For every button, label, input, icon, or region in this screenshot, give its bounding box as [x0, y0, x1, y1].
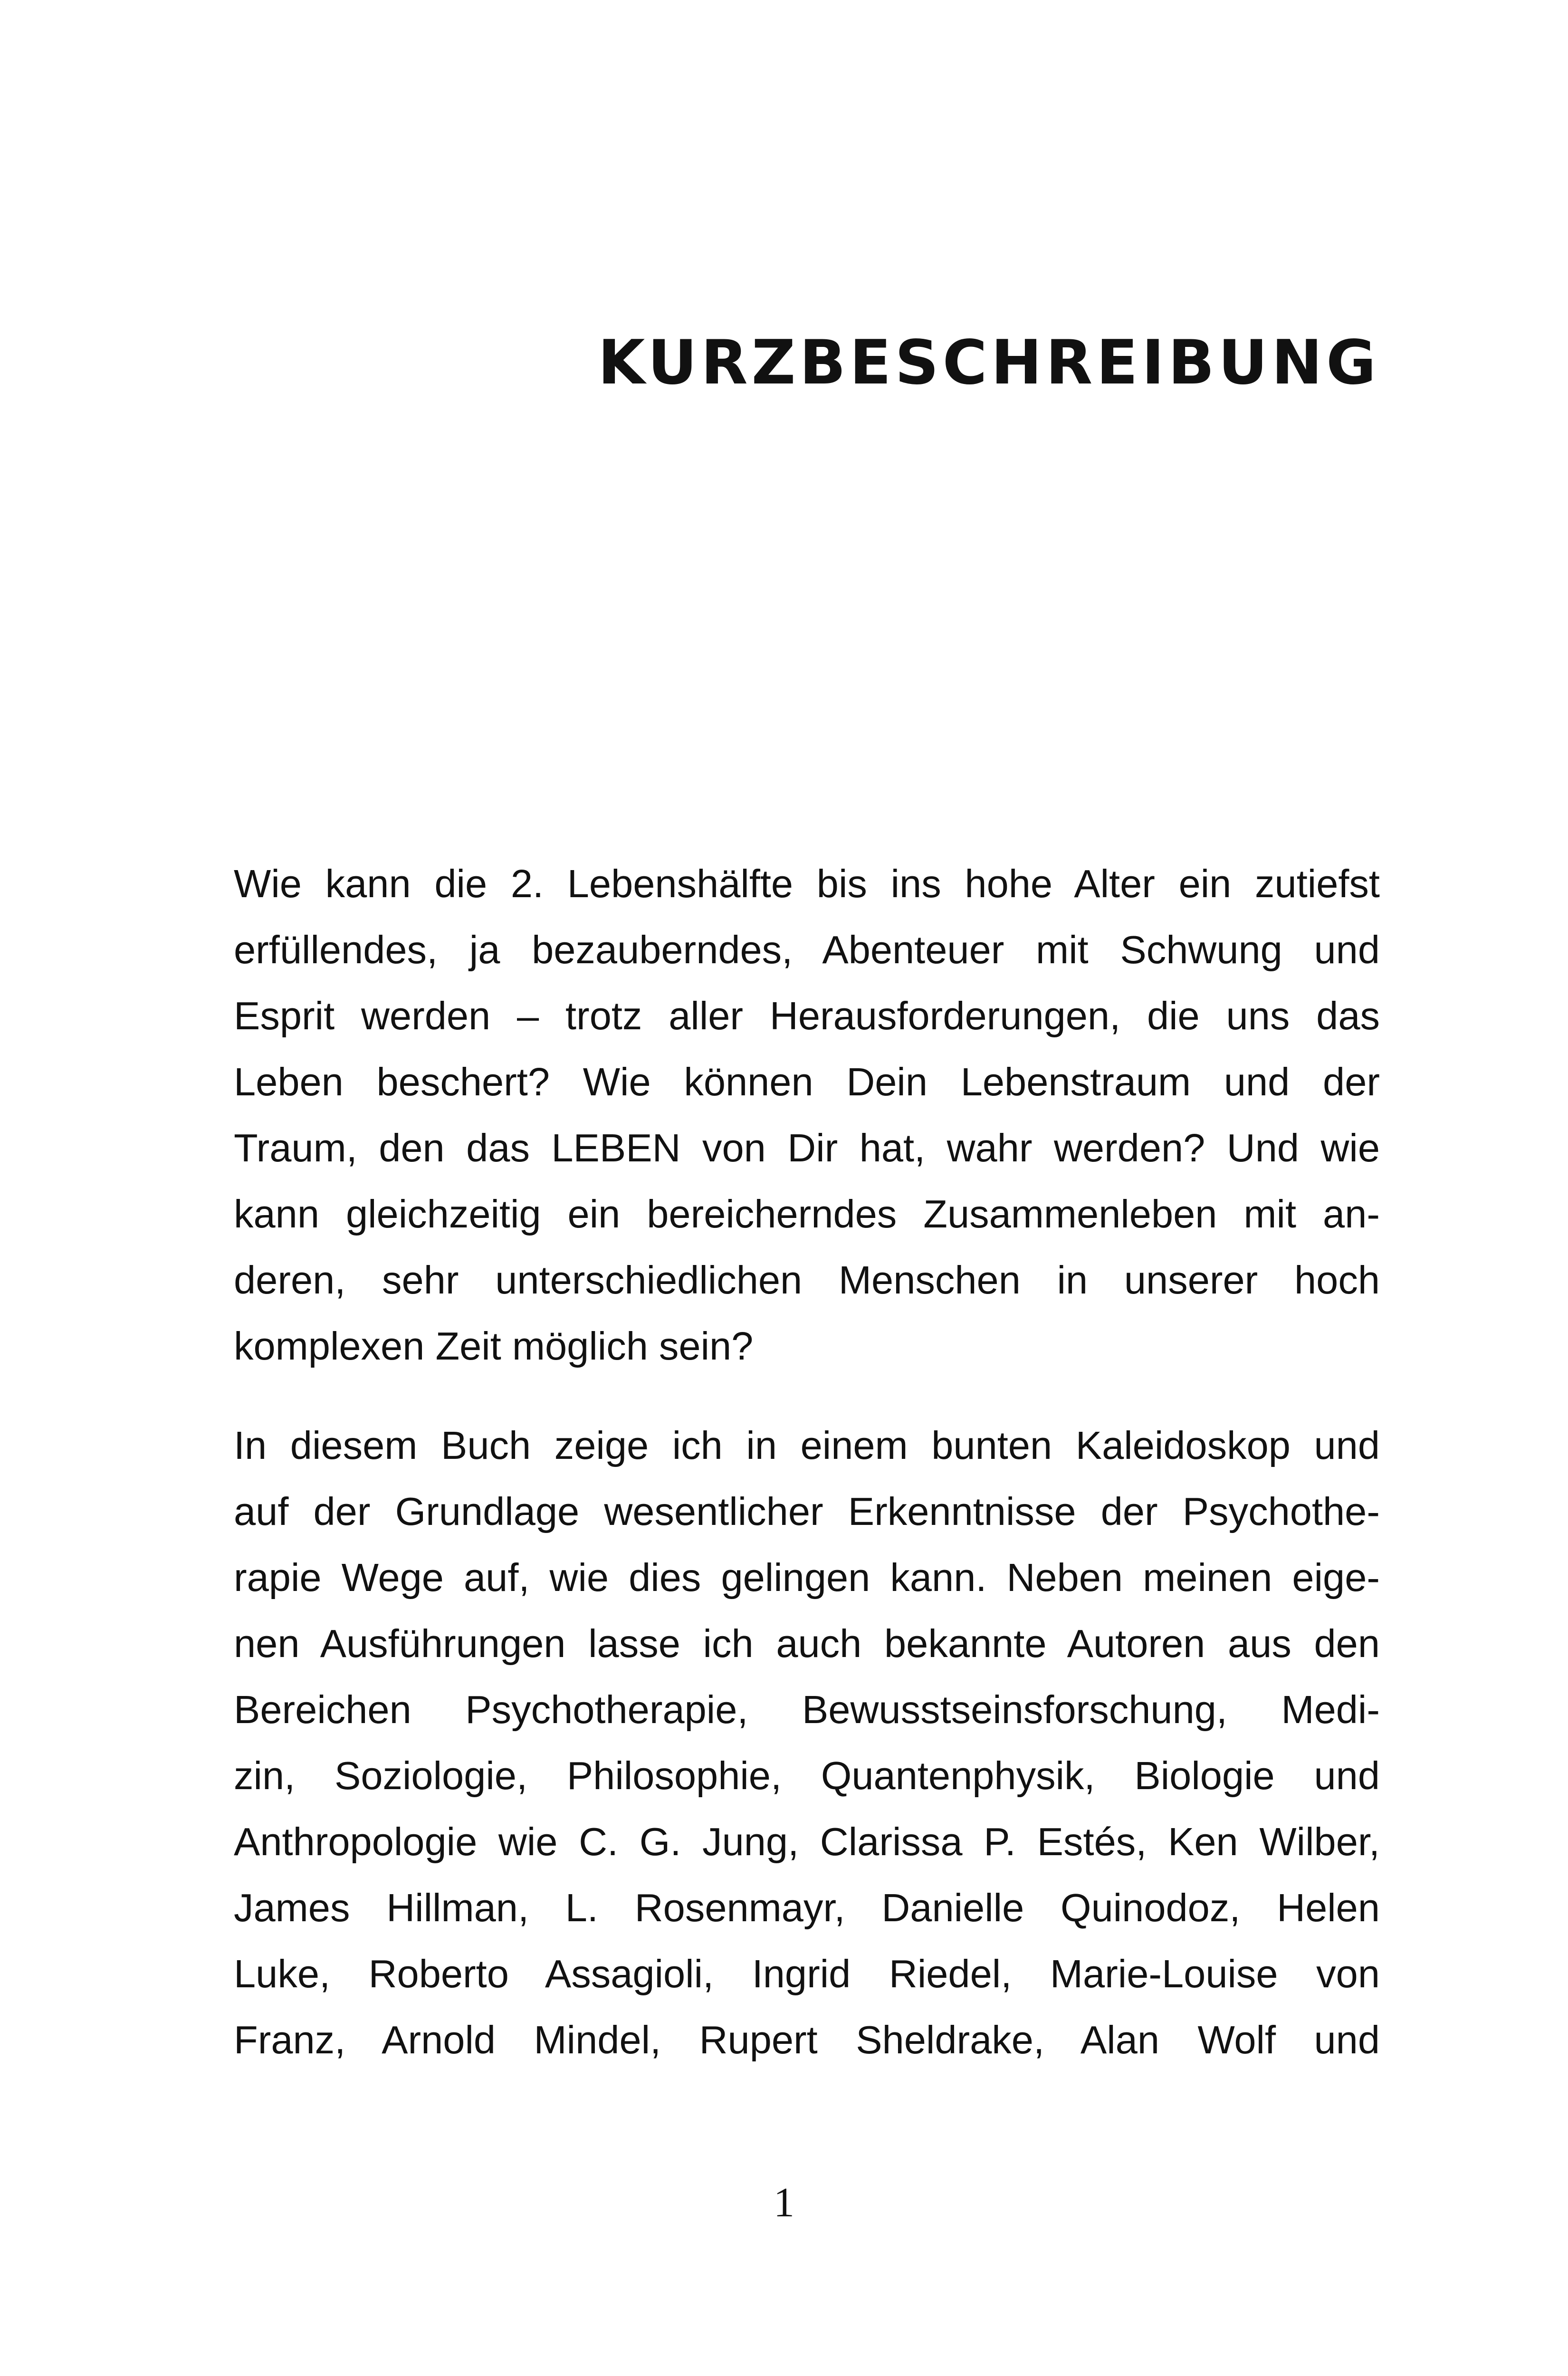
body-text — [234, 851, 1380, 2073]
text-line: kann gleichzeitig ein bereicherndes Zusammenleben mit an- — [234, 1192, 1380, 1236]
text-line: Esprit werden – trotz aller Herausforderungen, die uns das — [234, 994, 1380, 1038]
text-line: auf der Grundlage wesentlicher Erkenntnisse der Psychothe- — [234, 1489, 1380, 1533]
text-line: komplexen Zeit möglich sein? — [234, 1324, 754, 1368]
text-line: rapie Wege auf, wie dies gelingen kann. Neben meinen eige- — [234, 1555, 1380, 1600]
page-number: 1 — [774, 2180, 794, 2226]
text-line: Wie kann die 2. Lebenshälfte bis ins hohe Alter ein zutiefst — [234, 862, 1380, 906]
paragraph-2 — [234, 1412, 1380, 2073]
paragraph-1 — [234, 851, 1380, 1379]
text-line: Luke, Roberto Assagioli, Ingrid Riedel, Marie-Louise von — [234, 1952, 1380, 1996]
text-line: Franz, Arnold Mindel, Rupert Sheldrake, Alan Wolf und — [234, 2018, 1380, 2062]
text-line: nen Ausführungen lasse ich auch bekannte Autoren aus den — [234, 1621, 1380, 1666]
text-line: James Hillman, L. Rosenmayr, Danielle Quinodoz, Helen — [234, 1886, 1380, 1930]
text-line: Leben beschert? Wie können Dein Lebenstraum und der — [234, 1060, 1380, 1104]
text-line: zin, Soziologie, Philosophie, Quantenphysik, Biologie und — [234, 1753, 1380, 1798]
text-line: erfüllendes, ja bezauberndes, Abenteuer mit Schwung und — [234, 928, 1380, 972]
text-line: Bereichen Psychotherapie, Bewusstseinsforschung, Medi- — [234, 1687, 1380, 1732]
text-line: Traum, den das LEBEN von Dir hat, wahr werden? Und wie — [234, 1126, 1380, 1170]
text-line: Anthropologie wie C. G. Jung, Clarissa P. Estés, Ken Wilber, — [234, 1820, 1380, 1864]
text-line: In diesem Buch zeige ich in einem bunten Kaleidoskop und — [234, 1423, 1380, 1467]
chapter-heading: KURZBESCHREIBUNG — [598, 327, 1380, 398]
text-line: deren, sehr unterschiedlichen Menschen in unserer hoch — [234, 1258, 1380, 1302]
